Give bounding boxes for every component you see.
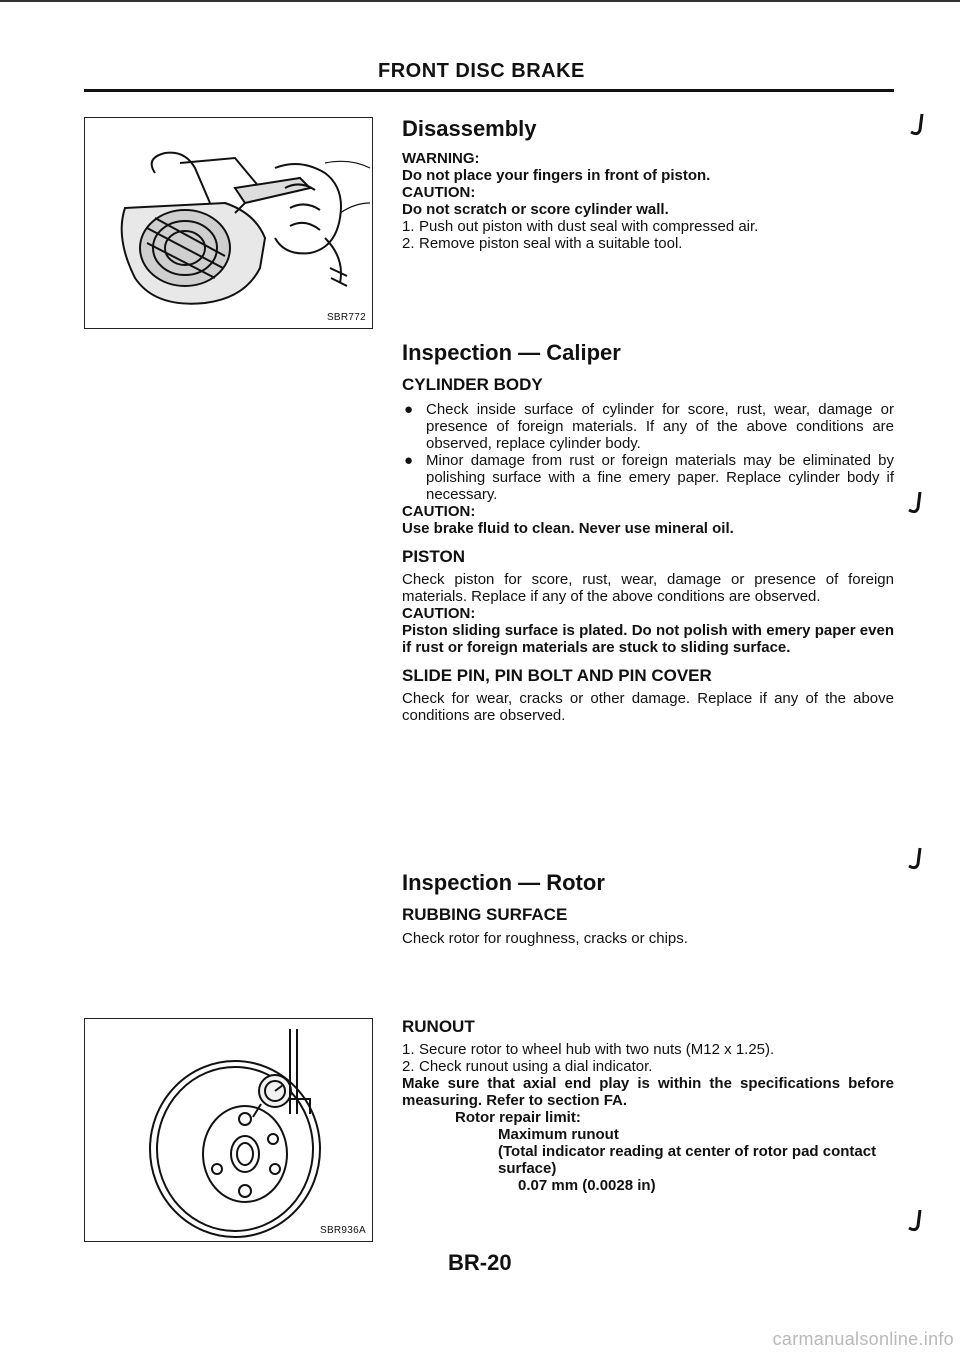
runout-note: Make sure that axial end play is within the specifications before measuring. Refer to section FA.	[402, 1075, 894, 1110]
page-number: BR-20	[448, 1250, 512, 1275]
piston-text: Check piston for score, rust, wear, damage or presence of foreign materials. Replace if any of the above conditions are observed.	[402, 570, 894, 605]
top-border-line	[0, 0, 960, 2]
header-rule	[84, 89, 894, 92]
rotor-dial-indicator-illustration	[85, 1019, 372, 1241]
figure-rotor-runout	[84, 1018, 373, 1242]
runout-value: 0.07 mm (0.0028 in)	[518, 1177, 656, 1195]
figure-caliper-disassembly	[84, 117, 373, 329]
runout-section	[402, 1016, 894, 1194]
list-item: 1. Push out piston with dust seal with compressed air.	[402, 218, 759, 236]
caution-text: Piston sliding surface is plated. Do not polish with emery paper even if rust or foreign materials are stuck to sliding surface.	[402, 621, 894, 656]
figure-code: SBR772	[326, 312, 366, 323]
list-item: ● Check inside surface of cylinder for score, rust, wear, damage or presence of foreign materials. If any of the above conditions are observed, replace cylinder body.	[404, 400, 894, 452]
page-header-title: FRONT DISC BRAKE	[378, 60, 585, 82]
check-mark-icon	[906, 490, 928, 516]
list-item: 2. Remove piston seal with a suitable tool.	[402, 235, 683, 253]
caution-text: Use brake fluid to clean. Never use mineral oil.	[402, 519, 734, 537]
cylinder-body-heading: CYLINDER BODY	[402, 375, 543, 395]
repair-limit-label: Rotor repair limit:	[455, 1109, 581, 1127]
inspection-caliper-section	[402, 340, 894, 724]
runout-heading: RUNOUT	[402, 1017, 475, 1036]
check-mark-icon	[906, 846, 928, 872]
total-indicator-note: (Total indicator reading at center of rotor pad contact surface)	[498, 1143, 877, 1178]
maximum-runout-label: Maximum runout	[498, 1126, 619, 1144]
inspection-rotor-section	[402, 870, 894, 947]
slide-pin-heading: SLIDE PIN, PIN BOLT AND PIN COVER	[402, 665, 712, 685]
watermark: carmanualsonline.info	[772, 1329, 954, 1349]
rubbing-surface-heading: RUBBING SURFACE	[402, 905, 568, 925]
bullet-icon: ●	[404, 400, 414, 418]
caliper-illustration	[85, 118, 372, 328]
rubbing-surface-text: Check rotor for roughness, cracks or chips.	[402, 929, 688, 947]
piston-heading: PISTON	[402, 546, 465, 566]
runout-steps	[402, 1041, 894, 1075]
list-item: 1. Secure rotor to wheel hub with two nuts (M12 x 1.25).	[402, 1041, 775, 1059]
warning-label: WARNING:	[402, 150, 480, 168]
cylinder-body-bullets	[402, 401, 894, 503]
bullet-icon: ●	[404, 451, 414, 469]
disassembly-section	[402, 116, 894, 252]
list-item: ● Minor damage from rust or foreign materials may be eliminated by polishing surface with a fine emery paper. Replace cylinder body if necessary.	[404, 451, 894, 503]
caution-label: CAUTION:	[402, 502, 476, 520]
figure-code: SBR936A	[319, 1225, 366, 1236]
caution-text: Do not scratch or score cylinder wall.	[402, 201, 669, 219]
caution-label: CAUTION:	[402, 184, 476, 202]
check-mark-icon	[906, 1208, 928, 1234]
check-mark-icon	[908, 112, 930, 138]
list-item: 2. Check runout using a dial indicator.	[402, 1058, 653, 1076]
rotor-title: Inspection — Rotor	[402, 870, 605, 895]
disassembly-steps	[402, 218, 894, 252]
disassembly-title: Disassembly	[402, 116, 537, 141]
warning-text: Do not place your fingers in front of piston.	[402, 167, 711, 185]
slide-pin-text: Check for wear, cracks or other damage. Replace if any of the above conditions are observed.	[402, 690, 894, 725]
caliper-title: Inspection — Caliper	[402, 340, 621, 365]
caution-label: CAUTION:	[402, 604, 476, 622]
